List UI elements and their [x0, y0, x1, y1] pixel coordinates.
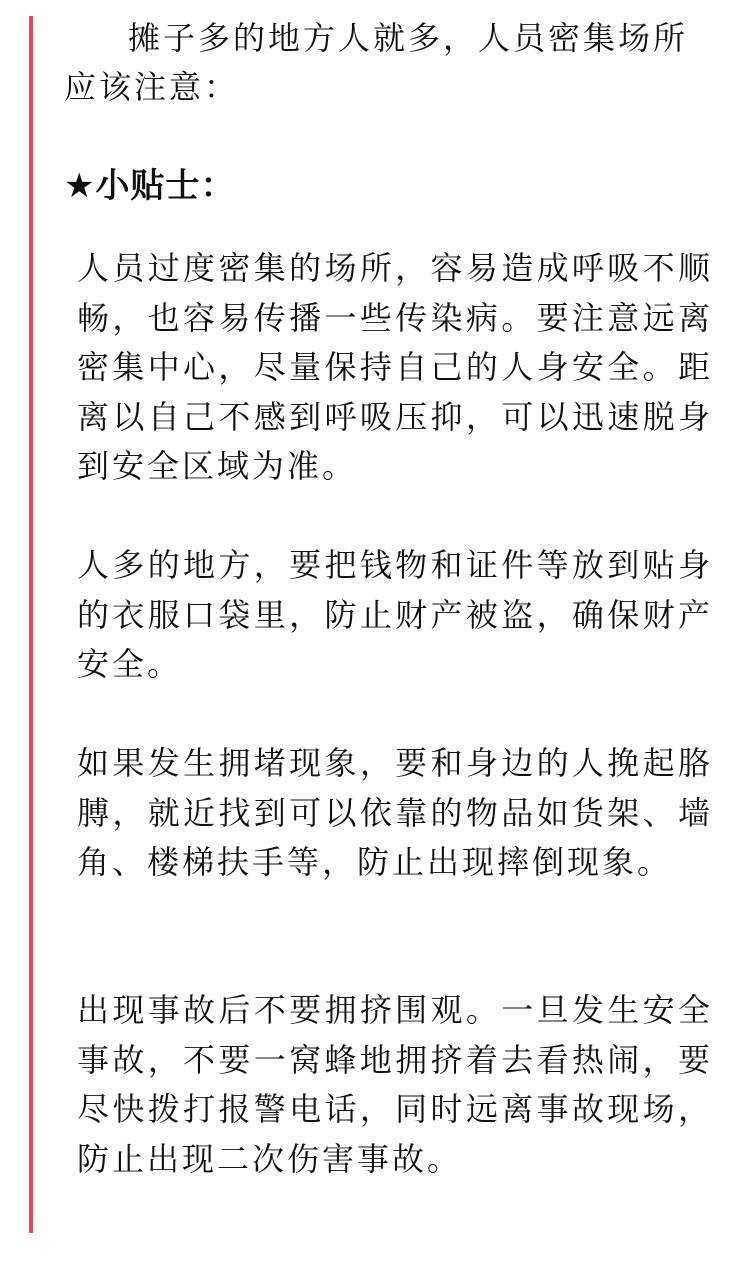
- tip-paragraph-crowding: 人员过度密集的场所，容易造成呼吸不顺畅，也容易传播一些传染病。要注意远离密集中心，尽量保持自己的人身安全。距离以自己不感到呼吸压抑，可以迅速脱身到安全区域为准。: [77, 249, 713, 485]
- accent-bar: [29, 16, 33, 1233]
- intro-paragraph: 摊子多的地方人就多，人员密集场所应该注意：: [64, 19, 689, 106]
- tips-heading: ★小贴士：: [64, 166, 236, 206]
- article-body: [64, 14, 714, 1178]
- tip-paragraph-accident: 出现事故后不要拥挤围观。一旦发生安全事故，不要一窝蜂地拥挤着去看热闹，要尽快拨打报警电话，同时远离事故现场，防止出现二次伤害事故。: [77, 991, 713, 1178]
- tip-paragraph-valuables: 人多的地方，要把钱物和证件等放到贴身的衣服口袋里，防止财产被盗，确保财产安全。: [77, 546, 713, 683]
- tip-paragraph-congestion: 如果发生拥堵现象，要和身边的人挽起胳膊，就近找到可以依靠的物品如货架、墙角、楼梯扶手等，防止出现摔倒现象。: [77, 744, 713, 881]
